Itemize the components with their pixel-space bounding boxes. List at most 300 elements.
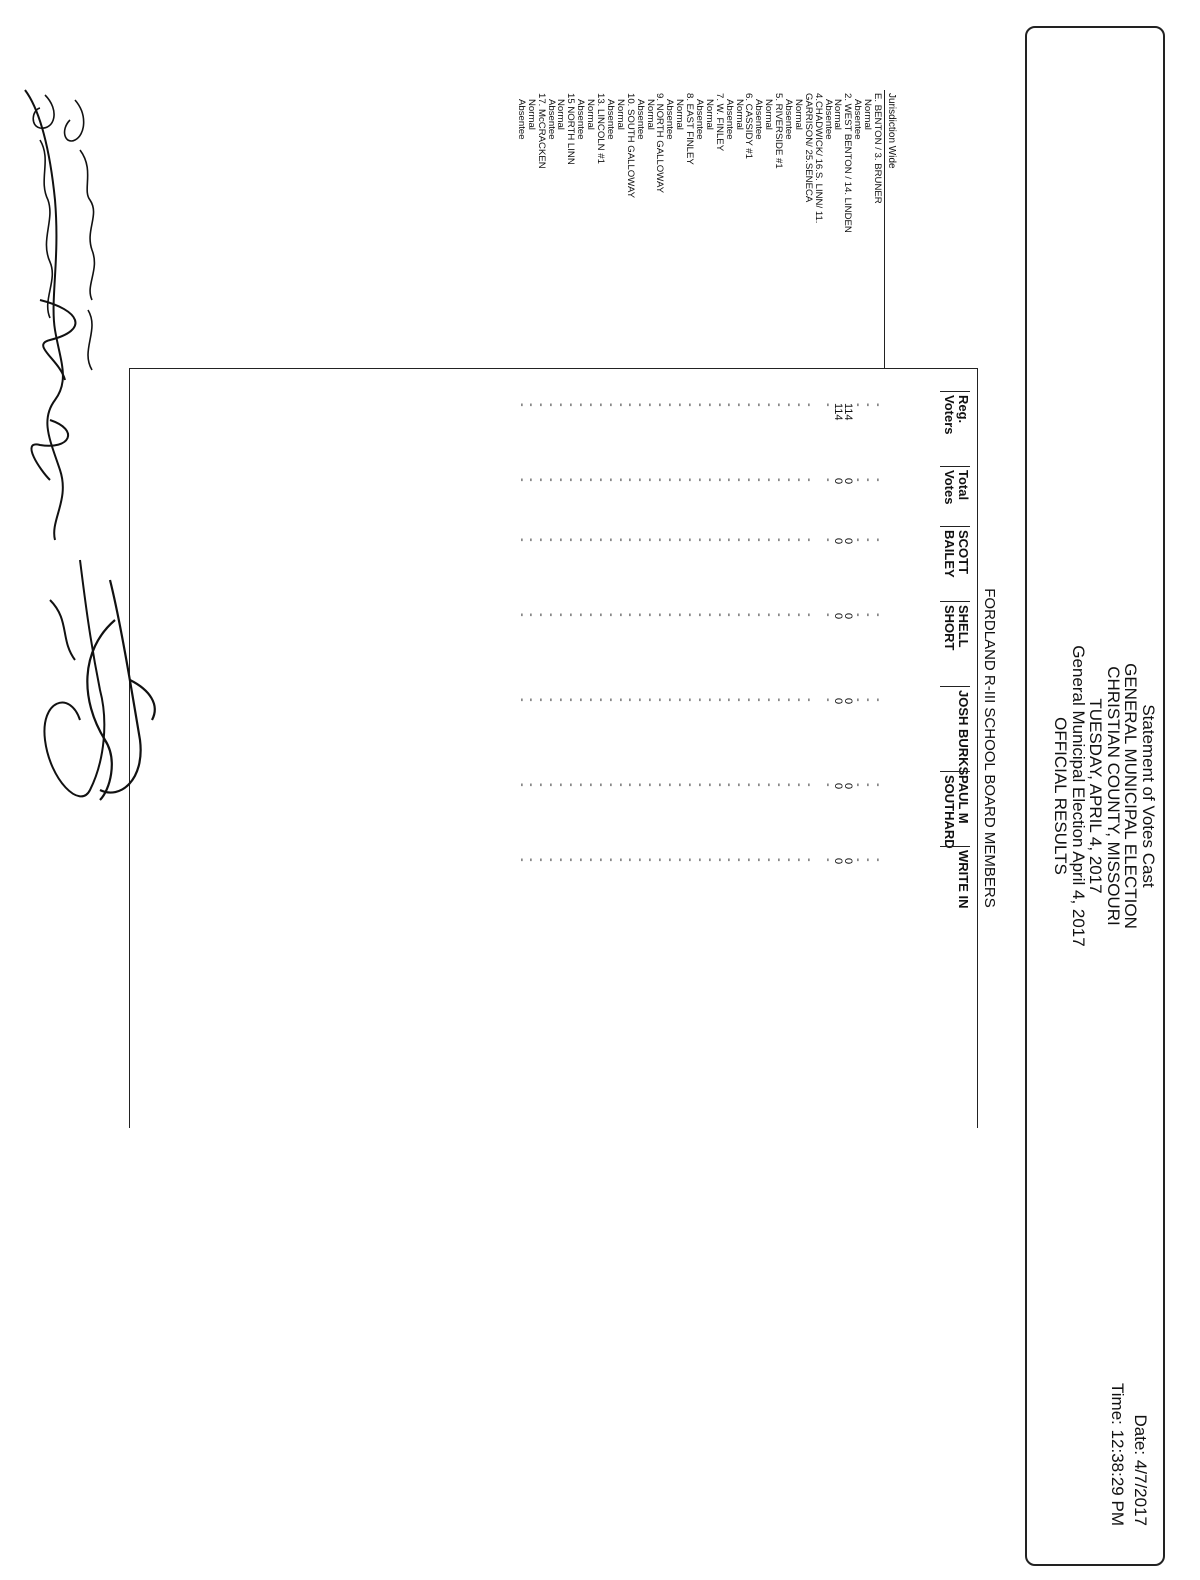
vote-cell: - [683, 783, 696, 787]
vote-cell: 0 [842, 698, 855, 705]
vote-cell: - [872, 613, 884, 617]
vote-cell: - [773, 403, 785, 407]
vote-cell: - [664, 403, 677, 407]
vote-cell: - [862, 698, 875, 702]
vote-cell: - [575, 403, 587, 407]
vote-cell: - [594, 783, 607, 787]
vote-cell: - [693, 613, 706, 617]
vote-cell: - [664, 478, 677, 482]
vote-cell: - [782, 403, 795, 407]
vote-cell: - [862, 403, 875, 407]
vote-cell: - [743, 698, 756, 702]
column-header-line1: SHELL [956, 605, 971, 648]
vote-cell: - [822, 403, 835, 407]
column-header-line1: WRITE IN [956, 850, 971, 909]
vote-type-label: Normal [555, 99, 567, 130]
vote-cell: - [802, 478, 815, 482]
vote-cell: - [763, 613, 776, 617]
vote-cell: - [852, 403, 865, 407]
vote-cell: - [733, 403, 746, 407]
vote-cell: - [525, 783, 538, 787]
vote-cell: - [723, 403, 736, 407]
vote-cell: - [802, 538, 815, 542]
vote-cell: - [753, 538, 766, 542]
vote-cell: - [584, 538, 597, 542]
vote-cell: - [782, 613, 795, 617]
vote-type-label: Normal [862, 99, 874, 130]
vote-cell: - [614, 478, 627, 482]
vote-cell: - [862, 613, 875, 617]
vote-cell: - [674, 783, 686, 787]
vote-cell: 0 [832, 783, 845, 790]
title-line: Statement of Votes Cast [1139, 704, 1158, 888]
vote-type-label: Normal [733, 99, 745, 130]
vote-cell: - [713, 538, 726, 542]
column-header-line1: Total [956, 470, 971, 501]
vote-cell: - [683, 613, 696, 617]
vote-cell: - [773, 478, 785, 482]
vote-cell: - [584, 478, 597, 482]
vote-cell: - [693, 858, 706, 862]
vote-cell: - [644, 698, 657, 702]
vote-cell: - [782, 478, 795, 482]
vote-cell: - [763, 478, 776, 482]
vote-cell: - [753, 478, 766, 482]
vote-type-label: Normal [585, 99, 597, 130]
vote-cell: 0 [842, 858, 855, 865]
vote-cell: - [624, 783, 637, 787]
vote-cell: - [723, 613, 736, 617]
vote-cell: - [822, 858, 835, 862]
vote-cell: - [802, 783, 815, 787]
vote-cell: - [862, 538, 875, 542]
vote-cell: - [703, 698, 716, 702]
vote-cell: - [763, 783, 776, 787]
vote-cell: - [555, 403, 568, 407]
vote-type-label: Absentee [822, 99, 834, 140]
vote-cell: - [535, 403, 548, 407]
vote-cell: - [604, 478, 617, 482]
vote-cell: - [575, 538, 587, 542]
vote-cell: - [703, 783, 716, 787]
signature-rick-galloway [25, 90, 104, 796]
vote-cell: - [753, 783, 766, 787]
vote-cell: - [515, 613, 528, 617]
vote-cell: - [545, 783, 558, 787]
vote-cell: - [584, 403, 597, 407]
vote-cell: - [822, 538, 835, 542]
vote-cell: - [852, 478, 865, 482]
vote-cell: - [545, 403, 558, 407]
vote-cell: - [674, 478, 686, 482]
vote-cell: - [822, 698, 835, 702]
vote-cell: - [802, 613, 815, 617]
vote-cell: - [515, 403, 528, 407]
vote-type-label: Absentee [634, 99, 646, 140]
vote-cell: - [693, 783, 706, 787]
vote-cell: - [802, 698, 815, 702]
title-line: General Municipal Election April 4, 2017 [1069, 645, 1088, 947]
vote-cell: 114 [842, 403, 855, 421]
vote-cell: - [862, 478, 875, 482]
vote-cell: - [624, 403, 637, 407]
vote-cell: - [703, 403, 716, 407]
title-line: TUESDAY, APRIL 4, 2017 [1086, 698, 1106, 894]
column-header-line2: Voters [942, 395, 957, 435]
vote-cell: - [872, 403, 884, 407]
vote-cell: - [733, 478, 746, 482]
vote-cell: - [535, 538, 548, 542]
vote-cell: - [733, 858, 746, 862]
vote-cell: - [565, 478, 578, 482]
vote-type-label: Absentee [515, 99, 527, 140]
precinct-label: 17. McCRACKEN [535, 93, 547, 169]
signature-carole-corcoran [33, 95, 54, 318]
vote-cell: - [584, 858, 597, 862]
vote-cell: - [644, 403, 657, 407]
title-line: OFFICIAL RESULTS [1051, 717, 1071, 875]
vote-cell: - [545, 478, 558, 482]
vote-cell: - [743, 478, 756, 482]
vote-cell: - [733, 538, 746, 542]
vote-cell: - [575, 698, 587, 702]
vote-cell: - [753, 858, 766, 862]
vote-cell: - [852, 698, 865, 702]
vote-cell: - [525, 613, 538, 617]
vote-cell: - [644, 478, 657, 482]
precinct-label: E. BENTON / 3. BRUNER [872, 93, 883, 204]
vote-cell: - [604, 698, 617, 702]
vote-cell: - [693, 478, 706, 482]
precinct-label: 7. W. FINLEY [713, 93, 725, 152]
vote-cell: - [614, 403, 627, 407]
vote-cell: - [594, 403, 607, 407]
vote-cell: 0 [832, 538, 845, 545]
vote-cell: - [733, 613, 746, 617]
vote-cell: - [575, 478, 587, 482]
precinct-label: 6. CASSIDY #1 [743, 93, 755, 159]
signature-initials [87, 580, 154, 800]
vote-cell: - [525, 698, 538, 702]
signature-jim-cunningham [65, 100, 95, 370]
vote-type-label: Absentee [753, 99, 765, 140]
jurisdiction-label: Jurisdiction Wide [886, 93, 897, 169]
vote-cell: - [634, 403, 647, 407]
vote-cell: - [852, 858, 865, 862]
vote-cell: - [753, 403, 766, 407]
vote-cell: - [674, 403, 686, 407]
vote-cell: - [634, 858, 647, 862]
vote-cell: - [674, 613, 686, 617]
vote-cell: - [624, 698, 637, 702]
vote-cell: - [624, 538, 637, 542]
precinct-label: 5. RIVERSIDE #1 [773, 93, 785, 169]
vote-cell: 114 [832, 403, 845, 421]
vote-cell: - [634, 613, 647, 617]
title-line: GENERAL MUNICIPAL ELECTION [1121, 663, 1141, 929]
vote-cell: - [683, 858, 696, 862]
vote-cell: - [614, 698, 627, 702]
precinct-label: 13. LINCOLN #1 [595, 93, 607, 164]
vote-type-label: Absentee [693, 99, 705, 140]
vote-cell: - [584, 613, 597, 617]
vote-cell: - [773, 858, 785, 862]
vote-cell: - [693, 403, 706, 407]
vote-cell: - [773, 783, 785, 787]
vote-cell: 0 [832, 478, 845, 485]
vote-cell: - [802, 403, 815, 407]
vote-type-label: Normal [525, 99, 537, 130]
vote-type-label: Absentee [604, 99, 616, 140]
vote-cell: - [624, 613, 637, 617]
vote-cell: - [852, 783, 865, 787]
vote-type-label: Normal [644, 99, 656, 130]
vote-cell: - [515, 698, 528, 702]
vote-cell: - [594, 698, 607, 702]
vote-cell: - [515, 538, 528, 542]
vote-cell: - [565, 613, 578, 617]
vote-type-label: Normal [674, 99, 686, 130]
vote-cell: - [535, 783, 548, 787]
vote-cell: - [565, 538, 578, 542]
vote-cell: - [733, 783, 746, 787]
vote-type-label: Normal [763, 99, 775, 130]
vote-cell: - [743, 538, 756, 542]
vote-cell: - [634, 538, 647, 542]
vote-type-label: Normal [792, 99, 804, 130]
vote-cell: - [683, 538, 696, 542]
vote-cell: - [773, 538, 785, 542]
vote-cell: - [654, 478, 667, 482]
vote-type-label: Absentee [575, 99, 587, 140]
vote-cell: - [792, 783, 805, 787]
vote-cell: - [822, 783, 835, 787]
title-line: CHRISTIAN COUNTY, MISSOURI [1104, 666, 1123, 926]
vote-cell: - [753, 698, 766, 702]
vote-cell: - [683, 698, 696, 702]
vote-cell: - [594, 613, 607, 617]
vote-cell: - [515, 783, 528, 787]
vote-cell: - [525, 478, 538, 482]
vote-cell: - [872, 698, 884, 702]
vote-cell: - [515, 478, 528, 482]
vote-cell: - [703, 538, 716, 542]
vote-cell: - [763, 858, 776, 862]
vote-type-label: Absentee [782, 99, 794, 140]
report-time: Time: 12:38:29 PM [1108, 1383, 1127, 1526]
vote-cell: - [723, 478, 736, 482]
vote-cell: - [792, 403, 805, 407]
vote-cell: - [862, 783, 875, 787]
vote-cell: - [634, 783, 647, 787]
vote-cell: - [594, 478, 607, 482]
vote-cell: - [792, 613, 805, 617]
vote-cell: - [763, 403, 776, 407]
vote-cell: - [614, 858, 627, 862]
vote-cell: - [703, 478, 716, 482]
vote-cell: - [545, 698, 558, 702]
vote-cell: - [654, 613, 667, 617]
column-header-line1: JOSH BURKS [956, 690, 971, 776]
vote-cell: - [872, 858, 884, 862]
vote-cell: - [535, 698, 548, 702]
vote-type-label: Normal [703, 99, 715, 130]
vote-cell: - [565, 858, 578, 862]
vote-cell: - [594, 538, 607, 542]
vote-cell: - [852, 538, 865, 542]
vote-cell: - [743, 783, 756, 787]
vote-cell: - [683, 403, 696, 407]
vote-cell: - [713, 698, 726, 702]
vote-cell: - [703, 858, 716, 862]
vote-cell: 0 [842, 783, 855, 790]
vote-cell: - [555, 538, 568, 542]
vote-cell: - [604, 538, 617, 542]
vote-cell: - [614, 783, 627, 787]
vote-cell: - [584, 783, 597, 787]
vote-cell: - [654, 858, 667, 862]
vote-cell: - [654, 538, 667, 542]
vote-cell: - [782, 698, 795, 702]
vote-cell: - [792, 858, 805, 862]
vote-cell: - [723, 858, 736, 862]
vote-cell: - [713, 613, 726, 617]
vote-cell: - [654, 403, 667, 407]
vote-cell: - [584, 698, 597, 702]
vote-cell: - [575, 613, 587, 617]
vote-cell: - [664, 858, 677, 862]
vote-cell: - [872, 478, 884, 482]
vote-cell: - [604, 783, 617, 787]
vote-cell: - [624, 478, 637, 482]
vote-cell: - [614, 538, 627, 542]
vote-cell: - [723, 538, 736, 542]
vote-type-label: Absentee [545, 99, 557, 140]
vote-cell: - [634, 698, 647, 702]
vote-cell: - [713, 858, 726, 862]
vote-type-label: Absentee [723, 99, 735, 140]
vote-cell: 0 [832, 613, 845, 620]
vote-cell: - [773, 698, 785, 702]
column-header-line2: SOUTHARD [942, 775, 957, 849]
precinct-label: 9. NORTH GALLOWAY [654, 93, 666, 194]
vote-cell: - [683, 478, 696, 482]
column-header-line2: Votes [942, 470, 957, 505]
vote-cell: - [604, 403, 617, 407]
vote-cell: - [743, 613, 756, 617]
vote-cell: - [674, 698, 686, 702]
vote-cell: - [773, 613, 785, 617]
precinct-label: 4.CHADWICK/ 16.S. LINN/ 11. [812, 93, 824, 224]
vote-cell: - [545, 858, 558, 862]
vote-cell: - [604, 613, 617, 617]
vote-type-label: Absentee [852, 99, 864, 140]
vote-cell: - [822, 478, 835, 482]
vote-cell: 0 [832, 858, 845, 865]
vote-cell: - [792, 478, 805, 482]
vote-cell: - [782, 538, 795, 542]
vote-cell: - [664, 698, 677, 702]
vote-cell: - [525, 403, 538, 407]
vote-cell: - [664, 538, 677, 542]
vote-cell: - [604, 858, 617, 862]
vote-cell: - [872, 783, 884, 787]
vote-cell: - [525, 538, 538, 542]
vote-cell: - [565, 403, 578, 407]
precinct-label: 10. SOUTH GALLOWAY [624, 93, 636, 199]
vote-cell: - [872, 538, 884, 542]
vote-cell: - [693, 698, 706, 702]
vote-cell: - [575, 858, 587, 862]
vote-cell: - [525, 858, 538, 862]
vote-cell: - [575, 783, 587, 787]
vote-cell: - [565, 698, 578, 702]
contest-title: FORDLAND R-III SCHOOL BOARD MEMBERS [981, 588, 998, 908]
vote-cell: - [802, 858, 815, 862]
vote-cell: - [664, 783, 677, 787]
vote-cell: - [614, 613, 627, 617]
vote-cell: - [565, 783, 578, 787]
vote-cell: - [792, 698, 805, 702]
vote-cell: - [753, 613, 766, 617]
vote-cell: - [545, 538, 558, 542]
vote-cell: - [703, 613, 716, 617]
vote-cell: - [822, 613, 835, 617]
vote-cell: - [644, 613, 657, 617]
vote-cell: - [644, 538, 657, 542]
vote-cell: - [624, 858, 637, 862]
vote-cell: - [733, 698, 746, 702]
vote-cell: - [713, 783, 726, 787]
vote-cell: 0 [842, 538, 855, 545]
vote-cell: - [782, 783, 795, 787]
vote-cell: - [594, 858, 607, 862]
vote-cell: - [743, 403, 756, 407]
vote-cell: - [535, 613, 548, 617]
vote-cell: - [555, 613, 568, 617]
column-header-line2: BAILEY [942, 530, 957, 578]
vote-cell: - [555, 698, 568, 702]
vote-cell: - [792, 538, 805, 542]
vote-cell: 0 [832, 698, 845, 705]
column-header-line1: Reg. [956, 395, 971, 424]
report-date: Date: 4/7/2017 [1131, 1414, 1150, 1526]
vote-cell: - [555, 783, 568, 787]
precinct-label: 15 NORTH LINN [565, 93, 577, 165]
vote-cell: - [644, 858, 657, 862]
column-header-line1: PAUL M [956, 775, 971, 824]
precinct-label: 8. EAST FINLEY [684, 93, 696, 165]
vote-cell: - [515, 858, 528, 862]
vote-type-label: Normal [832, 99, 844, 130]
vote-cell: - [634, 478, 647, 482]
vote-cell: - [654, 698, 667, 702]
vote-cell: - [654, 783, 667, 787]
vote-cell: - [693, 538, 706, 542]
column-header-line1: SCOTT [956, 530, 971, 575]
vote-cell: - [763, 538, 776, 542]
precinct-label: 2. WEST BENTON / 14. LINDEN [842, 93, 854, 233]
vote-cell: - [782, 858, 795, 862]
vote-cell: - [545, 613, 558, 617]
vote-type-label: Absentee [664, 99, 676, 140]
column-header-line2: SHORT [942, 605, 957, 651]
vote-cell: - [852, 613, 865, 617]
precinct-label: GARRISON/ 25.SENECA [802, 93, 814, 203]
vote-cell: - [555, 478, 568, 482]
vote-cell: - [674, 538, 686, 542]
vote-cell: - [723, 783, 736, 787]
